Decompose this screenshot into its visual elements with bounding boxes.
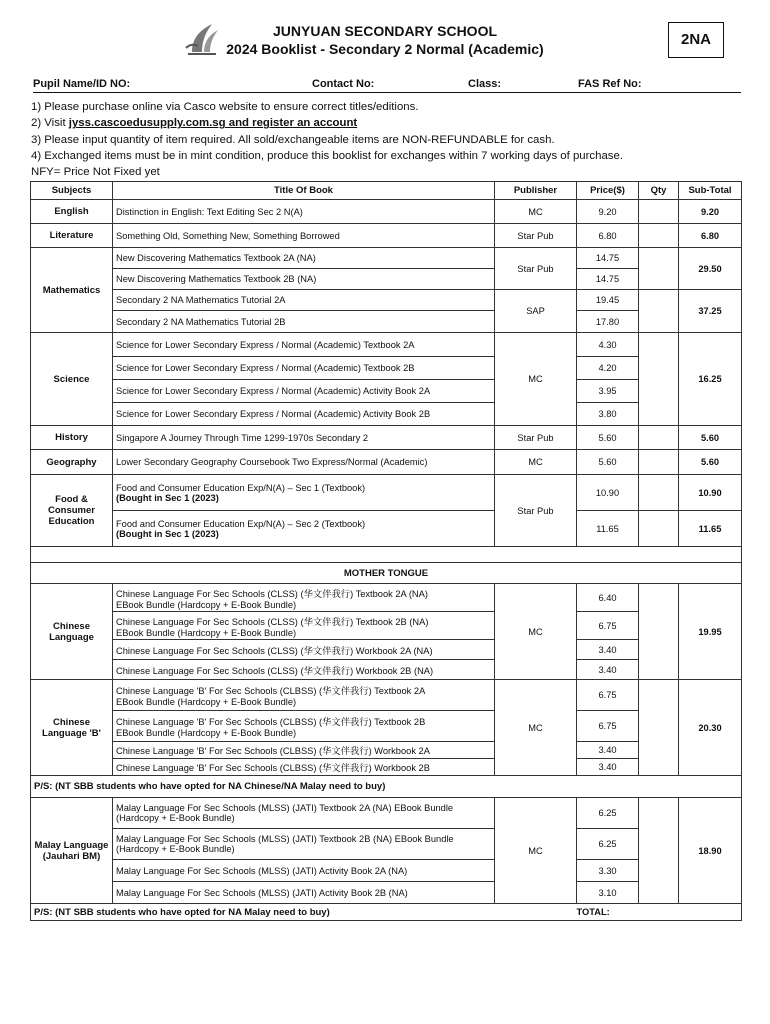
table-row bbox=[31, 248, 742, 269]
instruction-3: 3) Please input quantity of item required. All sold/exchangeable items are NON-REFUNDABLE for cash. bbox=[31, 133, 555, 146]
book-title: Distinction in English: Text Editing Sec 2 N(A) bbox=[113, 200, 495, 224]
book-title: Secondary 2 NA Mathematics Tutorial 2A bbox=[113, 290, 495, 311]
subject-literature: Literature bbox=[31, 224, 113, 248]
subject-malay-language bbox=[31, 798, 113, 904]
book-title bbox=[113, 511, 495, 547]
subtotal: 6.80 bbox=[679, 224, 742, 248]
book-title: Singapore A Journey Through Time 1299-1970s Secondary 2 bbox=[113, 426, 495, 450]
price: 5.60 bbox=[577, 426, 639, 450]
book-title bbox=[113, 680, 495, 711]
table-row bbox=[31, 798, 742, 829]
price: 5.60 bbox=[577, 450, 639, 475]
book-title bbox=[113, 829, 495, 860]
qty-cell[interactable] bbox=[639, 511, 679, 547]
price: 6.75 bbox=[577, 612, 639, 640]
nfy-note: NFY= Price Not Fixed yet bbox=[31, 166, 160, 179]
header-subtotal: Sub-Total bbox=[679, 182, 742, 200]
book-title-line: EBook Bundle (Hardcopy + E-Book Bundle) bbox=[116, 697, 297, 707]
qty-cell[interactable] bbox=[639, 680, 679, 776]
subtotal: 18.90 bbox=[679, 798, 742, 904]
table-row bbox=[31, 450, 742, 475]
price: 6.25 bbox=[577, 829, 639, 860]
instruction-1: 1) Please purchase online via Casco website to ensure correct titles/editions. bbox=[31, 101, 419, 113]
publisher: MC bbox=[495, 333, 577, 426]
pupil-info-fields bbox=[33, 78, 741, 93]
qty-cell[interactable] bbox=[639, 224, 679, 248]
qty-cell[interactable] bbox=[639, 798, 679, 904]
publisher: Star Pub bbox=[495, 224, 577, 248]
table-row bbox=[31, 357, 742, 380]
book-title bbox=[113, 475, 495, 511]
qty-cell[interactable] bbox=[639, 475, 679, 511]
price: 14.75 bbox=[577, 269, 639, 290]
price: 6.75 bbox=[577, 680, 639, 711]
book-title-line: Malay Language For Sec Schools (MLSS) (JATI) Textbook 2A (NA) EBook Bundle bbox=[116, 803, 454, 813]
price: 3.10 bbox=[577, 882, 639, 904]
header-price: Price($) bbox=[577, 182, 639, 200]
table-row bbox=[31, 475, 742, 511]
page-header bbox=[0, 0, 770, 90]
price: 6.40 bbox=[577, 584, 639, 612]
table-row bbox=[31, 426, 742, 450]
table-row bbox=[31, 660, 742, 680]
book-title: Secondary 2 NA Mathematics Tutorial 2B bbox=[113, 311, 495, 333]
price: 3.40 bbox=[577, 660, 639, 680]
subtotal: 9.20 bbox=[679, 200, 742, 224]
subtotal: 19.95 bbox=[679, 584, 742, 680]
book-title-line: Chinese Language For Sec Schools (CLSS) (华文伴我行) Textbook 2B (NA) bbox=[116, 616, 429, 627]
instruction-2-prefix: 2) Visit bbox=[31, 117, 69, 130]
table-row bbox=[31, 584, 742, 612]
price: 9.20 bbox=[577, 200, 639, 224]
book-title-line: Food and Consumer Education Exp/N(A) – Sec 1 (Textbook) bbox=[116, 482, 366, 493]
subject-line: Malay Language bbox=[34, 839, 109, 851]
subtotal: 5.60 bbox=[679, 450, 742, 475]
book-title: Science for Lower Secondary Express / Normal (Academic) Activity Book 2B bbox=[113, 403, 495, 426]
subject-science: Science bbox=[31, 333, 113, 426]
qty-cell[interactable] bbox=[639, 333, 679, 426]
table-header-row bbox=[31, 182, 742, 200]
book-title-line: Food and Consumer Education Exp/N(A) – Sec 2 (Textbook) bbox=[116, 518, 366, 529]
instruction-4: 4) Exchanged items must be in mint condition, produce this booklist for exchanges within 7 working days of purchase. bbox=[31, 149, 623, 162]
book-title: Chinese Language For Sec Schools (CLSS) (华文伴我行) Workbook 2B (NA) bbox=[113, 660, 495, 680]
subject-chinese-language bbox=[31, 584, 113, 680]
book-title: Chinese Language 'B' For Sec Schools (CLBSS) (华文伴我行) Workbook 2A bbox=[113, 742, 495, 759]
subject-line: Food & bbox=[55, 494, 88, 505]
subject-history: History bbox=[31, 426, 113, 450]
contact-label: Contact No: bbox=[312, 78, 375, 90]
fas-ref-label: FAS Ref No: bbox=[578, 78, 642, 90]
qty-cell[interactable] bbox=[639, 200, 679, 224]
booklist-table bbox=[30, 181, 742, 921]
book-title: Science for Lower Secondary Express / Normal (Academic) Textbook 2A bbox=[113, 333, 495, 357]
subtotal: 29.50 bbox=[679, 248, 742, 290]
subject-english: English bbox=[31, 200, 113, 224]
qty-cell[interactable] bbox=[639, 584, 679, 680]
book-title: Science for Lower Secondary Express / Normal (Academic) Textbook 2B bbox=[113, 357, 495, 380]
subtotal: 11.65 bbox=[679, 511, 742, 547]
table-row bbox=[31, 380, 742, 403]
book-title: Something Old, Something New, Something Borrowed bbox=[113, 224, 495, 248]
publisher: Star Pub bbox=[495, 248, 577, 290]
document-title bbox=[0, 22, 770, 58]
price: 4.20 bbox=[577, 357, 639, 380]
publisher: MC bbox=[495, 680, 577, 776]
header-qty: Qty bbox=[639, 182, 679, 200]
qty-cell[interactable] bbox=[639, 426, 679, 450]
publisher: Star Pub bbox=[495, 426, 577, 450]
book-title-line: EBook Bundle (Hardcopy + E-Book Bundle) bbox=[116, 728, 297, 738]
book-title-line: Chinese Language 'B' For Sec Schools (CLBSS) (华文伴我行) Textbook 2A bbox=[116, 686, 426, 696]
qty-cell[interactable] bbox=[639, 248, 679, 290]
price: 11.65 bbox=[577, 511, 639, 547]
section-row bbox=[31, 563, 742, 584]
price: 4.30 bbox=[577, 333, 639, 357]
price: 3.40 bbox=[577, 742, 639, 759]
book-note: (Bought in Sec 1 (2023) bbox=[116, 492, 219, 503]
class-code-box: 2NA bbox=[668, 22, 724, 58]
book-title: Chinese Language For Sec Schools (CLSS) (华文伴我行) Workbook 2A (NA) bbox=[113, 640, 495, 660]
subject-food-consumer-education bbox=[31, 475, 113, 547]
table-row bbox=[31, 290, 742, 311]
header-publisher: Publisher bbox=[495, 182, 577, 200]
mother-tongue-heading: MOTHER TONGUE bbox=[31, 563, 742, 584]
table-row bbox=[31, 882, 742, 904]
price: 10.90 bbox=[577, 475, 639, 511]
casco-link[interactable]: jyss.cascoedusupply.com.sg and register an account bbox=[68, 117, 358, 130]
book-title-line: EBook Bundle (Hardcopy + E-Book Bundle) bbox=[116, 599, 297, 610]
instruction-2 bbox=[31, 115, 751, 131]
table-row bbox=[31, 742, 742, 759]
table-row bbox=[31, 333, 742, 357]
note-row bbox=[31, 776, 742, 798]
price: 6.25 bbox=[577, 798, 639, 829]
subject-mathematics: Mathematics bbox=[31, 248, 113, 333]
table-row bbox=[31, 269, 742, 290]
price: 3.40 bbox=[577, 640, 639, 660]
table-row bbox=[31, 200, 742, 224]
price: 6.80 bbox=[577, 224, 639, 248]
school-name: JUNYUAN SECONDARY SCHOOL bbox=[272, 23, 498, 39]
book-title bbox=[113, 612, 495, 640]
header-title: Title Of Book bbox=[113, 182, 495, 200]
book-title-line: EBook Bundle (Hardcopy + E-Book Bundle) bbox=[116, 627, 297, 638]
price: 3.80 bbox=[577, 403, 639, 426]
subject-line: Chinese bbox=[53, 716, 90, 728]
book-title: New Discovering Mathematics Textbook 2A (NA) bbox=[113, 248, 495, 269]
subtotal: 20.30 bbox=[679, 680, 742, 776]
book-title: New Discovering Mathematics Textbook 2B (NA) bbox=[113, 269, 495, 290]
price: 3.95 bbox=[577, 380, 639, 403]
book-title-line: Chinese Language For Sec Schools (CLSS) (华文伴我行) Textbook 2A (NA) bbox=[116, 588, 428, 599]
instructions bbox=[31, 99, 751, 180]
spacer-cell bbox=[31, 547, 742, 563]
book-title: Malay Language For Sec Schools (MLSS) (JATI) Activity Book 2A (NA) bbox=[113, 860, 495, 882]
subtotal: 16.25 bbox=[679, 333, 742, 426]
class-label: Class: bbox=[468, 78, 502, 90]
price: 19.45 bbox=[577, 290, 639, 311]
table-row bbox=[31, 403, 742, 426]
book-title bbox=[113, 584, 495, 612]
table-row bbox=[31, 640, 742, 660]
book-title: Lower Secondary Geography Coursebook Two Express/Normal (Academic) bbox=[113, 450, 495, 475]
price: 14.75 bbox=[577, 248, 639, 269]
spacer-row bbox=[31, 547, 742, 563]
price: 6.75 bbox=[577, 711, 639, 742]
subject-line: (Jauhari BM) bbox=[42, 850, 101, 862]
subject-line: Education bbox=[48, 516, 95, 527]
publisher: MC bbox=[495, 450, 577, 475]
book-title bbox=[113, 711, 495, 742]
publisher: MC bbox=[495, 200, 577, 224]
pupil-name-label: Pupil Name/ID NO: bbox=[33, 78, 131, 90]
subject-chinese-language-b bbox=[31, 680, 113, 776]
subject-line: Consumer bbox=[48, 505, 95, 516]
price: 17.80 bbox=[577, 311, 639, 333]
book-title: Science for Lower Secondary Express / Normal (Academic) Activity Book 2A bbox=[113, 380, 495, 403]
table-row bbox=[31, 860, 742, 882]
publisher: SAP bbox=[495, 290, 577, 333]
price: 3.30 bbox=[577, 860, 639, 882]
subject-geography: Geography bbox=[31, 450, 113, 475]
publisher: MC bbox=[495, 798, 577, 904]
publisher: Star Pub bbox=[495, 475, 577, 547]
booklist-title: 2024 Booklist - Secondary 2 Normal (Academic) bbox=[226, 41, 544, 57]
book-note: (Bought in Sec 1 (2023) bbox=[116, 528, 219, 539]
ps-note-malay: P/S: (NT SBB students who have opted for NA Malay need to buy) bbox=[31, 904, 577, 921]
table-row bbox=[31, 612, 742, 640]
book-title: Malay Language For Sec Schools (MLSS) (JATI) Activity Book 2B (NA) bbox=[113, 882, 495, 904]
book-title-line: (Hardcopy + E-Book Bundle) bbox=[116, 813, 235, 823]
table-row bbox=[31, 711, 742, 742]
ps-note-chinese-malay: P/S: (NT SBB students who have opted for NA Chinese/NA Malay need to buy) bbox=[31, 776, 742, 798]
table-row bbox=[31, 829, 742, 860]
note-row bbox=[31, 904, 742, 921]
book-title-line: (Hardcopy + E-Book Bundle) bbox=[116, 844, 235, 854]
book-title: Chinese Language 'B' For Sec Schools (CLBSS) (华文伴我行) Workbook 2B bbox=[113, 759, 495, 776]
book-title-line: Malay Language For Sec Schools (MLSS) (JATI) Textbook 2B (NA) EBook Bundle bbox=[116, 834, 454, 844]
total-label: TOTAL: bbox=[577, 904, 742, 921]
qty-cell[interactable] bbox=[639, 450, 679, 475]
table-row bbox=[31, 680, 742, 711]
book-title-line: Chinese Language 'B' For Sec Schools (CLBSS) (华文伴我行) Textbook 2B bbox=[116, 717, 426, 727]
table-row bbox=[31, 224, 742, 248]
subtotal: 37.25 bbox=[679, 290, 742, 333]
table-row bbox=[31, 311, 742, 333]
header-subjects: Subjects bbox=[31, 182, 113, 200]
subject-line: Language 'B' bbox=[42, 727, 101, 739]
publisher: MC bbox=[495, 584, 577, 680]
qty-cell[interactable] bbox=[639, 290, 679, 333]
subject-line: Chinese bbox=[53, 620, 90, 632]
table-row bbox=[31, 759, 742, 776]
subtotal: 5.60 bbox=[679, 426, 742, 450]
subject-line: Language bbox=[49, 631, 94, 643]
price: 3.40 bbox=[577, 759, 639, 776]
table-row bbox=[31, 511, 742, 547]
book-title bbox=[113, 798, 495, 829]
subtotal: 10.90 bbox=[679, 475, 742, 511]
